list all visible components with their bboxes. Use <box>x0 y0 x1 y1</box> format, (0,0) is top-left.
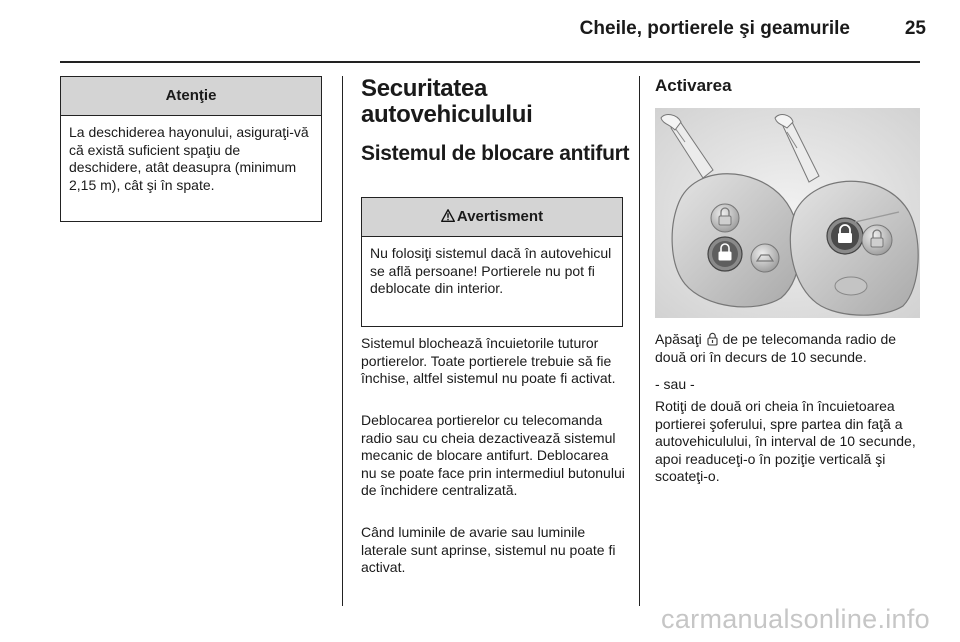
paragraph-unlocking: Deblocarea portierelor cu telecomanda radio sau cu cheia dezactivează sistemul mecanic de blocare antifurt. Deblocarea nu se poate face prin intermediul butonului de închidere centralizată. <box>361 412 625 498</box>
warning-box-header <box>362 198 622 237</box>
section-title: Securitatea autovehiculului <box>361 75 533 128</box>
attention-box-title: Atenţie <box>61 77 321 116</box>
or-separator: - sau - <box>655 376 695 392</box>
press-prefix: Apăsaţi <box>655 331 702 347</box>
page-number: 25 <box>904 18 926 39</box>
lock-button-icon <box>707 332 718 346</box>
press-suffix: de pe telecomanda radio de două ori în decurs de 10 secunde. <box>655 331 897 365</box>
paragraph-turn-key: Rotiţi de două ori cheia în încuietoarea portierei şoferului, spre partea din faţă a autovehiculului, în interval de 10 secunde, apoi readuceţi-o în poziţie verticală şi scoateţi-o. <box>655 398 916 484</box>
watermark-text: carmanualsonline.info <box>661 604 930 634</box>
warning-triangle-icon <box>441 209 455 222</box>
attention-box-text: La deschiderea hayonului, asiguraţi-vă că există suficient spaţiu de deschidere, atât deasupra (minimum 2,15 m), cât şi în spate. <box>69 124 309 193</box>
warning-box-text: Nu folosiţi sistemul dacă în autovehicul se află persoane! Portierele nu pot fi deblocate din interior. <box>370 245 612 296</box>
warning-box <box>361 197 623 327</box>
attention-box <box>60 76 322 222</box>
column-divider-right <box>639 76 640 606</box>
section-subtitle: Sistemul de blocare antifurt <box>361 142 630 165</box>
warning-box-title: Avertisment <box>456 208 544 225</box>
activation-title: Activarea <box>655 76 732 95</box>
car-key-remotes-illustration <box>655 108 920 318</box>
page-header-title: Cheile, portierele şi geamurile <box>579 18 850 39</box>
column-divider-left <box>342 76 343 606</box>
paragraph-system-locks: Sistemul blochează încuietorile tuturor portierelor. Toate portierele trebuie să fie închise, altfel sistemul nu poate fi activat. <box>361 335 616 386</box>
paragraph-hazard-lights: Când luminile de avarie sau luminile laterale sunt aprinse, sistemul nu poate fi activat. <box>361 524 616 575</box>
header-divider <box>60 61 920 63</box>
paragraph-press-lock <box>655 331 927 366</box>
right-remote-fob <box>790 181 918 315</box>
